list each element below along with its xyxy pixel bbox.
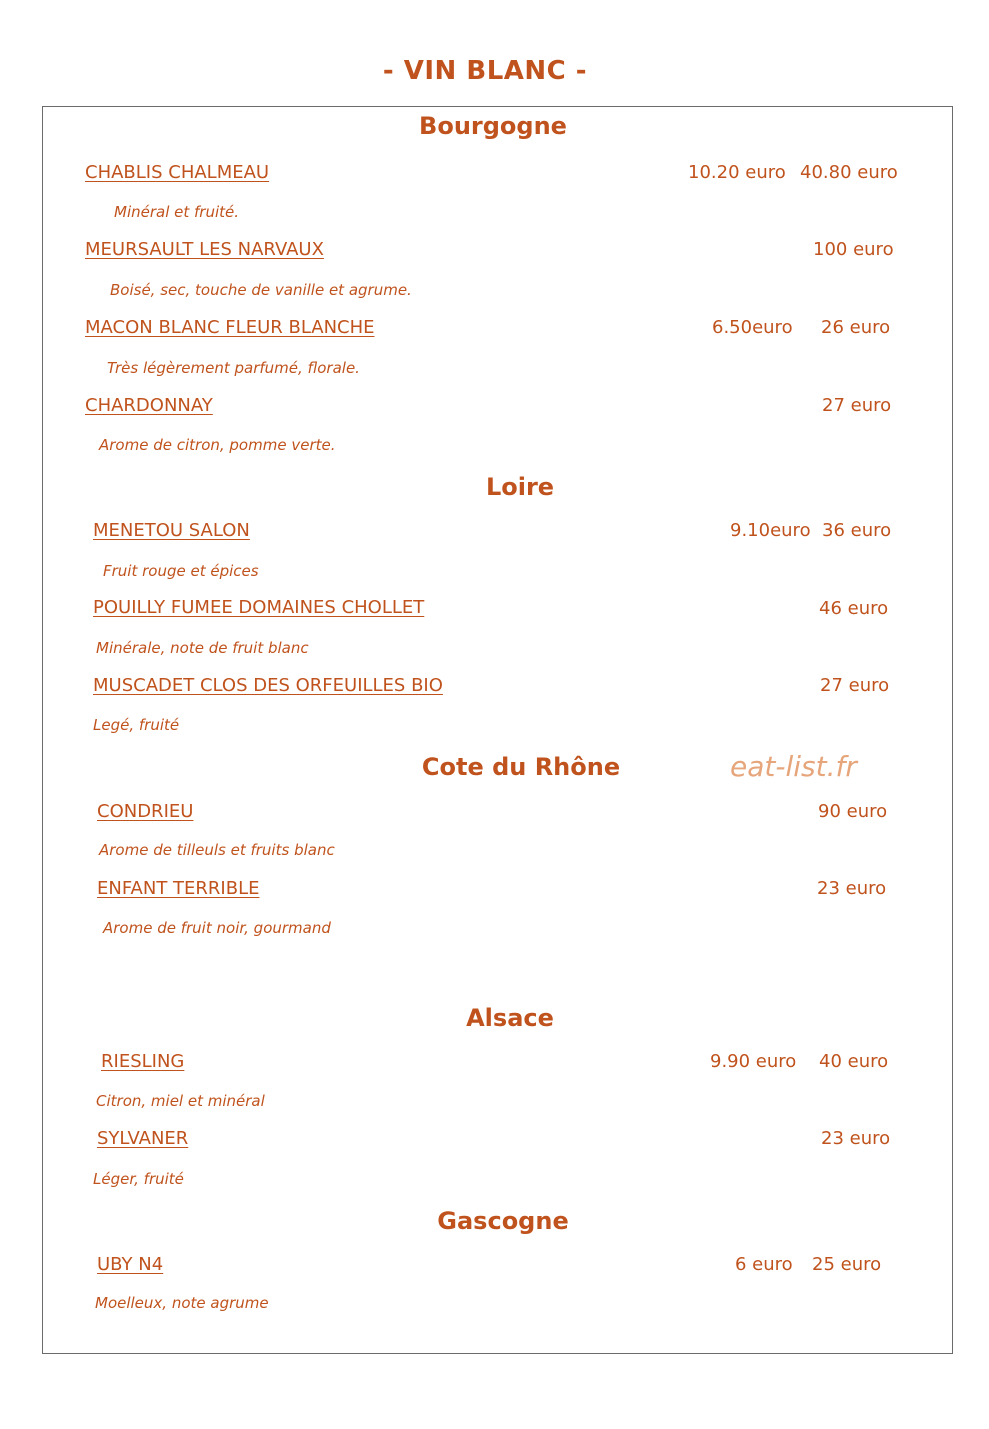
wine-name: MENETOU SALON bbox=[93, 520, 250, 541]
wine-name: SYLVANER bbox=[97, 1128, 189, 1149]
wine-name: MACON BLANC FLEUR BLANCHE bbox=[85, 317, 375, 338]
wine-description: Très légèrement parfumé, florale. bbox=[107, 359, 360, 377]
price-bottle: 27 euro bbox=[820, 675, 890, 696]
price-bottle: 40.80 euro bbox=[800, 162, 898, 183]
wine-description: Arome de fruit noir, gourmand bbox=[103, 919, 331, 937]
wine-name: MUSCADET CLOS DES ORFEUILLES BIO bbox=[93, 675, 443, 696]
price-bottle: 23 euro bbox=[821, 1128, 891, 1149]
price-bottle: 23 euro bbox=[817, 878, 887, 899]
price-bottle: 40 euro bbox=[819, 1051, 889, 1072]
wine-description: Arome de citron, pomme verte. bbox=[99, 436, 336, 454]
price-glass: 9.90 euro bbox=[710, 1051, 797, 1072]
section-title-gascogne: Gascogne bbox=[437, 1207, 569, 1235]
wine-description: Fruit rouge et épices bbox=[103, 562, 259, 580]
wine-description: Arome de tilleuls et fruits blanc bbox=[99, 841, 335, 859]
wine-description: Moelleux, note agrume bbox=[95, 1294, 269, 1312]
section-title-alsace: Alsace bbox=[466, 1004, 554, 1032]
wine-name: RIESLING bbox=[101, 1051, 185, 1072]
wine-description: Legé, fruité bbox=[93, 716, 180, 734]
price-glass: 6.50euro bbox=[712, 317, 793, 338]
page-title: - VIN BLANC - bbox=[382, 56, 588, 86]
wine-name: CHARDONNAY bbox=[85, 395, 213, 416]
wine-description: Minérale, note de fruit blanc bbox=[96, 639, 309, 657]
price-bottle: 36 euro bbox=[822, 520, 892, 541]
price-glass: 10.20 euro bbox=[688, 162, 786, 183]
wine-description: Minéral et fruité. bbox=[114, 203, 240, 221]
price-bottle: 100 euro bbox=[813, 239, 894, 260]
price-glass: 6 euro bbox=[735, 1254, 793, 1275]
wine-name: MEURSAULT LES NARVAUX bbox=[85, 239, 324, 260]
watermark: eat-list.fr bbox=[730, 750, 857, 783]
price-bottle: 90 euro bbox=[818, 801, 888, 822]
section-title-cote-du-rhone: Cote du Rhône bbox=[421, 753, 621, 781]
wine-name: POUILLY FUMEE DOMAINES CHOLLET bbox=[93, 597, 425, 618]
wine-description: Léger, fruité bbox=[93, 1170, 184, 1188]
price-glass: 9.10euro bbox=[730, 520, 811, 541]
price-bottle: 25 euro bbox=[812, 1254, 882, 1275]
wine-name: UBY N4 bbox=[97, 1254, 164, 1275]
price-bottle: 46 euro bbox=[819, 598, 889, 619]
wine-name: CHABLIS CHALMEAU bbox=[85, 162, 270, 183]
wine-name: CONDRIEU bbox=[97, 801, 194, 822]
wine-description: Citron, miel et minéral bbox=[96, 1092, 265, 1110]
price-bottle: 26 euro bbox=[821, 317, 891, 338]
wine-description: Boisé, sec, touche de vanille et agrume. bbox=[110, 281, 412, 299]
section-title-bourgogne: Bourgogne bbox=[419, 112, 567, 140]
price-bottle: 27 euro bbox=[822, 395, 892, 416]
wine-name: ENFANT TERRIBLE bbox=[97, 878, 260, 899]
section-title-loire: Loire bbox=[485, 473, 555, 501]
